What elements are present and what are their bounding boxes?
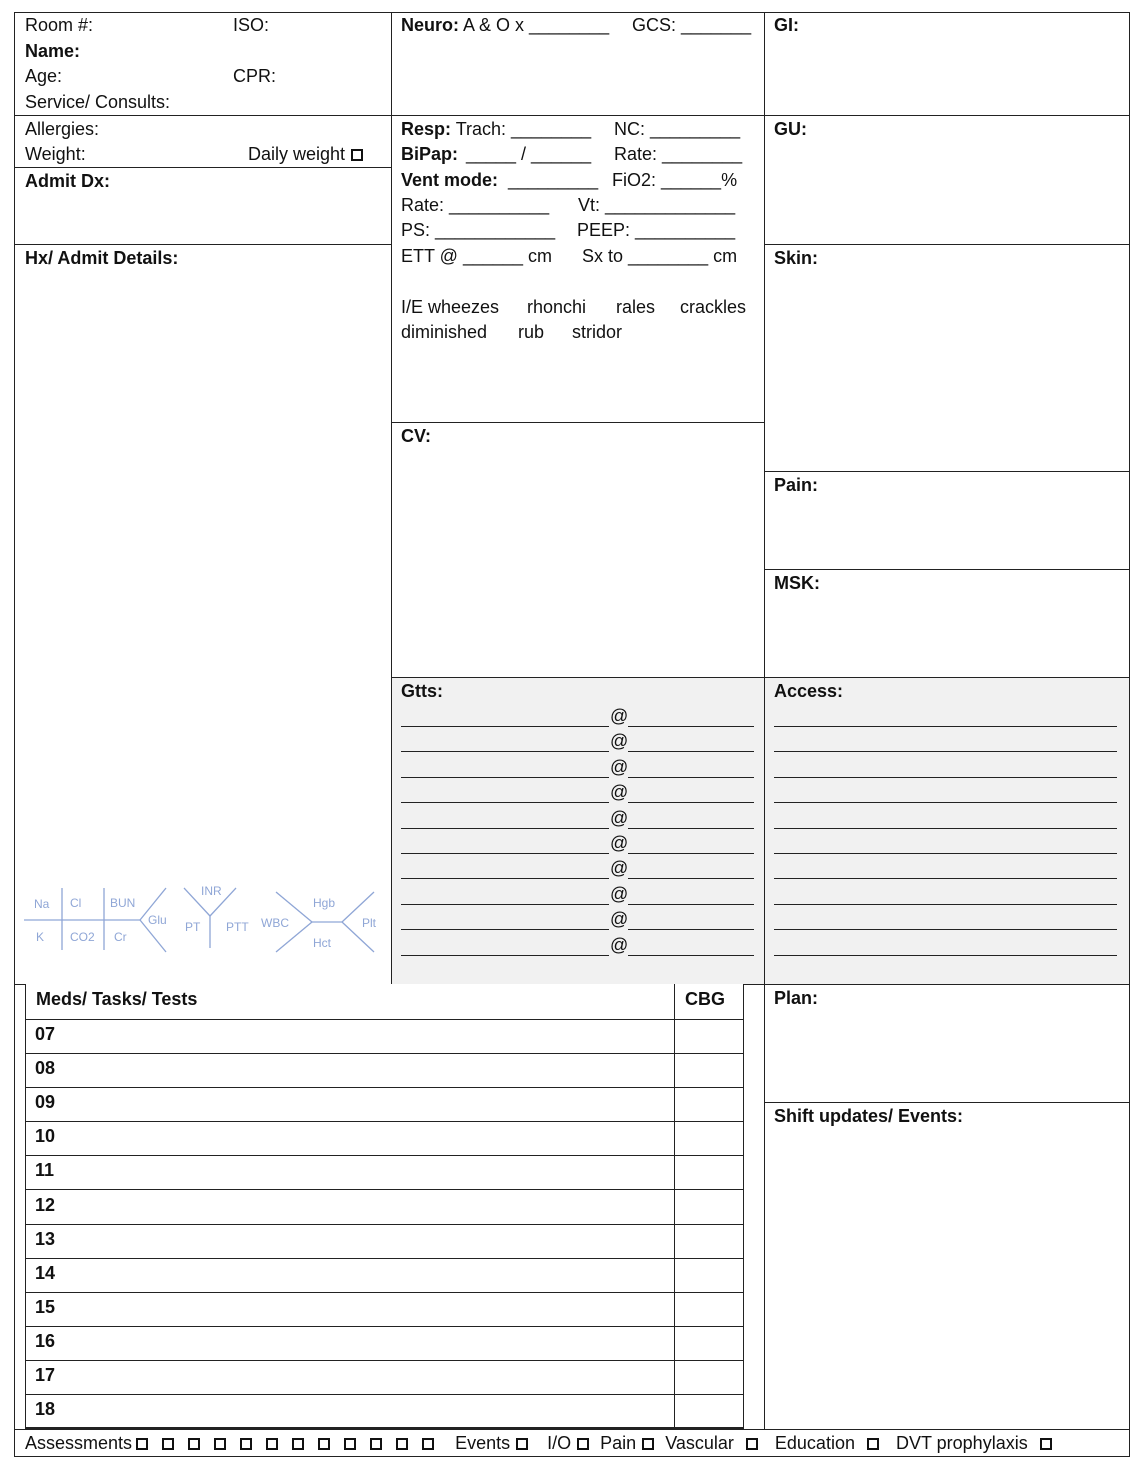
- service-label: Service/ Consults:: [25, 92, 171, 112]
- cv-box: [391, 422, 765, 678]
- plan-box: [764, 984, 1130, 1103]
- gtts-rate-line[interactable]: [628, 904, 754, 905]
- neuro-ao: A & O x ________: [463, 15, 610, 35]
- gtts-box: [391, 677, 765, 985]
- access-line[interactable]: [774, 726, 1117, 727]
- assessment-checkbox[interactable]: [136, 1438, 148, 1450]
- assessment-checkbox[interactable]: [344, 1438, 356, 1450]
- hour-label: 11: [35, 1160, 55, 1181]
- skin-box: [764, 244, 1130, 472]
- resp-row: [401, 118, 591, 140]
- lab-co2: CO2: [70, 930, 95, 944]
- gtts-rate-line[interactable]: [628, 929, 754, 930]
- access-line[interactable]: [774, 802, 1117, 803]
- gtts-drug-line[interactable]: [401, 726, 609, 727]
- resp-trach: Trach: ________: [455, 119, 592, 139]
- daily-weight-item: [248, 143, 369, 165]
- hour-label: 18: [35, 1399, 56, 1420]
- gtts-drug-line[interactable]: [401, 955, 609, 956]
- resp-bipap-label: BiPap:: [401, 144, 459, 164]
- gtts-rate-line[interactable]: [628, 726, 754, 727]
- dvt-label: DVT prophylaxis: [895, 1433, 1028, 1453]
- skin-label: Skin:: [774, 248, 819, 268]
- access-label: Access:: [774, 681, 844, 701]
- assessment-checkbox[interactable]: [266, 1438, 278, 1450]
- gtts-at-sign: @: [610, 934, 629, 955]
- gtts-at-sign: @: [610, 858, 629, 879]
- access-line[interactable]: [774, 828, 1117, 829]
- assessment-checkbox[interactable]: [370, 1438, 382, 1450]
- gtts-at-sign: @: [610, 807, 629, 828]
- access-line[interactable]: [774, 929, 1117, 930]
- meds-hour-row[interactable]: [25, 1122, 744, 1156]
- daily-weight-checkbox[interactable]: [351, 149, 363, 161]
- gtts-at-sign: @: [610, 883, 629, 904]
- meds-title: Meds/ Tasks/ Tests: [36, 989, 198, 1009]
- breath-sound-rhonchi: rhonchi: [527, 297, 587, 317]
- dvt-checkbox[interactable]: [1040, 1438, 1052, 1450]
- breath-sound-ie-wheezes: I/E wheezes: [401, 297, 500, 317]
- resp-vt: Vt: _____________: [578, 195, 736, 215]
- meds-hour-row[interactable]: [25, 1088, 744, 1122]
- meds-hour-row[interactable]: [25, 1259, 744, 1293]
- gtts-drug-line[interactable]: [401, 828, 609, 829]
- gtts-at-sign: @: [610, 706, 629, 726]
- cpr-label: CPR:: [233, 66, 277, 86]
- lab-ptt: PTT: [226, 920, 249, 934]
- resp-ps: PS: ____________: [401, 220, 556, 240]
- gtts-rate-line[interactable]: [628, 777, 754, 778]
- vascular-checkbox[interactable]: [746, 1438, 758, 1450]
- resp-fio2: FiO2: ______%: [612, 170, 738, 190]
- hx-box: [14, 244, 392, 985]
- gtts-rate-line[interactable]: [628, 853, 754, 854]
- hour-label: 09: [35, 1092, 56, 1113]
- education-checkbox[interactable]: [867, 1438, 879, 1450]
- gtts-label: Gtts:: [401, 681, 443, 701]
- allergies-label: Allergies:: [25, 119, 100, 139]
- gtts-rate-line[interactable]: [628, 878, 754, 879]
- vascular-label: Vascular: [665, 1433, 734, 1453]
- lab-hgb: Hgb: [313, 896, 336, 910]
- lab-inr: INR: [201, 884, 222, 898]
- name-label: Name:: [25, 41, 81, 61]
- shift-updates-label: Shift updates/ Events:: [774, 1106, 964, 1126]
- iso-label: ISO:: [233, 15, 270, 35]
- lab-k: K: [36, 930, 45, 944]
- resp-nc: NC: _________: [614, 119, 741, 139]
- gu-box: [764, 115, 1130, 245]
- neuro-label: Neuro:: [401, 15, 459, 35]
- gu-label: GU:: [774, 119, 807, 139]
- neuro-row: [401, 14, 609, 36]
- assessment-checkbox[interactable]: [422, 1438, 434, 1450]
- hour-label: 08: [35, 1058, 56, 1079]
- resp-sx: Sx to ________ cm: [582, 246, 738, 266]
- breath-sound-rales: rales: [616, 297, 656, 317]
- lab-cl: Cl: [70, 896, 82, 910]
- gtts-drug-line[interactable]: [401, 853, 609, 854]
- resp-vent-label: Vent mode:: [401, 170, 499, 190]
- room-label: Room #:: [25, 15, 94, 35]
- access-line[interactable]: [774, 777, 1117, 778]
- lab-hct: Hct: [313, 936, 331, 950]
- assessment-checkbox[interactable]: [240, 1438, 252, 1450]
- meds-hour-row[interactable]: [25, 1156, 744, 1190]
- gi-box: [764, 12, 1130, 116]
- resp-bipap-value: _____ / ______: [466, 144, 592, 164]
- admit-dx-label: Admit Dx:: [25, 171, 110, 191]
- assessment-checkbox[interactable]: [396, 1438, 408, 1450]
- education-label: Education: [774, 1433, 855, 1453]
- gtts-rate-line[interactable]: [628, 955, 754, 956]
- age-label: Age:: [25, 66, 63, 86]
- resp-peep: PEEP: __________: [577, 220, 736, 240]
- assessment-checkbox[interactable]: [214, 1438, 226, 1450]
- gtts-at-sign: @: [610, 833, 629, 853]
- access-line[interactable]: [774, 955, 1117, 956]
- weight-label: Weight:: [25, 144, 86, 164]
- pain-checkbox[interactable]: [642, 1438, 654, 1450]
- lab-wbc: WBC: [261, 916, 289, 930]
- lab-glu: Glu: [148, 913, 167, 927]
- assessment-checkboxes: [132, 1433, 442, 1453]
- breath-sound-crackles: crackles: [680, 297, 747, 317]
- meds-hour-row[interactable]: [25, 1054, 744, 1088]
- breath-sound-diminished: diminished: [401, 322, 488, 342]
- gtts-at-sign: @: [610, 909, 629, 930]
- neuro-gcs: GCS: _______: [632, 15, 752, 35]
- cv-label: CV:: [401, 426, 432, 446]
- assessments-label: Assessments: [25, 1433, 133, 1453]
- resp-ett: ETT @ ______ cm: [401, 246, 553, 266]
- breath-sound-stridor: stridor: [572, 322, 623, 342]
- resp-label: Resp:: [401, 119, 452, 139]
- gtts-drug-line[interactable]: [401, 802, 609, 803]
- events-checkbox[interactable]: [516, 1438, 528, 1450]
- gtts-at-sign: @: [610, 731, 629, 752]
- events-label: Events: [455, 1433, 511, 1453]
- hour-label: 13: [35, 1228, 56, 1249]
- hour-label: 14: [35, 1262, 56, 1283]
- gtts-at-sign: @: [610, 782, 629, 803]
- access-line[interactable]: [774, 853, 1117, 854]
- daily-weight-label: Daily weight: [248, 144, 346, 164]
- footer-checklist: [25, 1432, 1058, 1454]
- access-line[interactable]: [774, 751, 1117, 752]
- pain-label: Pain:: [774, 475, 819, 495]
- plan-label: Plan:: [774, 988, 819, 1008]
- lab-bun: BUN: [110, 896, 136, 910]
- gtts-drug-line[interactable]: [401, 777, 609, 778]
- shift-updates-box: [764, 1102, 1130, 1430]
- access-box: [764, 677, 1130, 985]
- assessment-checkbox[interactable]: [188, 1438, 200, 1450]
- gtts-rate-line[interactable]: [628, 802, 754, 803]
- hour-label: 10: [35, 1126, 56, 1147]
- meds-hour-row[interactable]: [25, 1191, 744, 1225]
- access-line[interactable]: [774, 904, 1117, 905]
- hour-label: 07: [35, 1024, 56, 1044]
- meds-hour-row[interactable]: [25, 1395, 744, 1429]
- resp-rate-1: Rate: ________: [614, 144, 743, 164]
- pain-box: [764, 471, 1130, 570]
- meds-hour-row[interactable]: [25, 1225, 744, 1259]
- hx-label: Hx/ Admit Details:: [25, 248, 179, 268]
- gi-label: GI:: [774, 15, 799, 35]
- hour-label: 17: [35, 1365, 56, 1385]
- gtts-rate-line[interactable]: [628, 751, 754, 752]
- meds-hour-row[interactable]: [25, 1020, 744, 1054]
- access-line[interactable]: [774, 878, 1117, 879]
- io-label: I/O: [547, 1433, 572, 1453]
- meds-hour-row[interactable]: [25, 1327, 744, 1361]
- assessment-checkbox[interactable]: [318, 1438, 330, 1450]
- io-checkbox[interactable]: [577, 1438, 589, 1450]
- assessment-checkbox[interactable]: [162, 1438, 174, 1450]
- lab-pt: PT: [185, 920, 201, 934]
- meds-hour-row[interactable]: [25, 1361, 744, 1395]
- hour-label: 15: [35, 1296, 56, 1317]
- gtts-rate-line[interactable]: [628, 828, 754, 829]
- resp-rate-2: Rate: __________: [401, 195, 550, 215]
- hour-label: 12: [35, 1194, 56, 1215]
- hour-label: 16: [35, 1330, 56, 1351]
- resp-vent-value: _________: [508, 170, 599, 190]
- meds-hour-row[interactable]: [25, 1293, 744, 1327]
- lab-plt: Plt: [362, 916, 377, 930]
- gtts-drug-line[interactable]: [401, 904, 609, 905]
- gtts-at-sign: @: [610, 756, 629, 777]
- pain-footer-label: Pain: [600, 1433, 637, 1453]
- lab-cr: Cr: [114, 930, 127, 944]
- assessment-checkbox[interactable]: [292, 1438, 304, 1450]
- gtts-drug-line[interactable]: [401, 878, 609, 879]
- cbg-header: CBG: [685, 989, 725, 1009]
- lab-na: Na: [34, 897, 50, 911]
- gtts-drug-line[interactable]: [401, 929, 609, 930]
- breath-sound-rub: rub: [518, 322, 545, 342]
- gtts-drug-line[interactable]: [401, 751, 609, 752]
- msk-label: MSK:: [774, 573, 820, 593]
